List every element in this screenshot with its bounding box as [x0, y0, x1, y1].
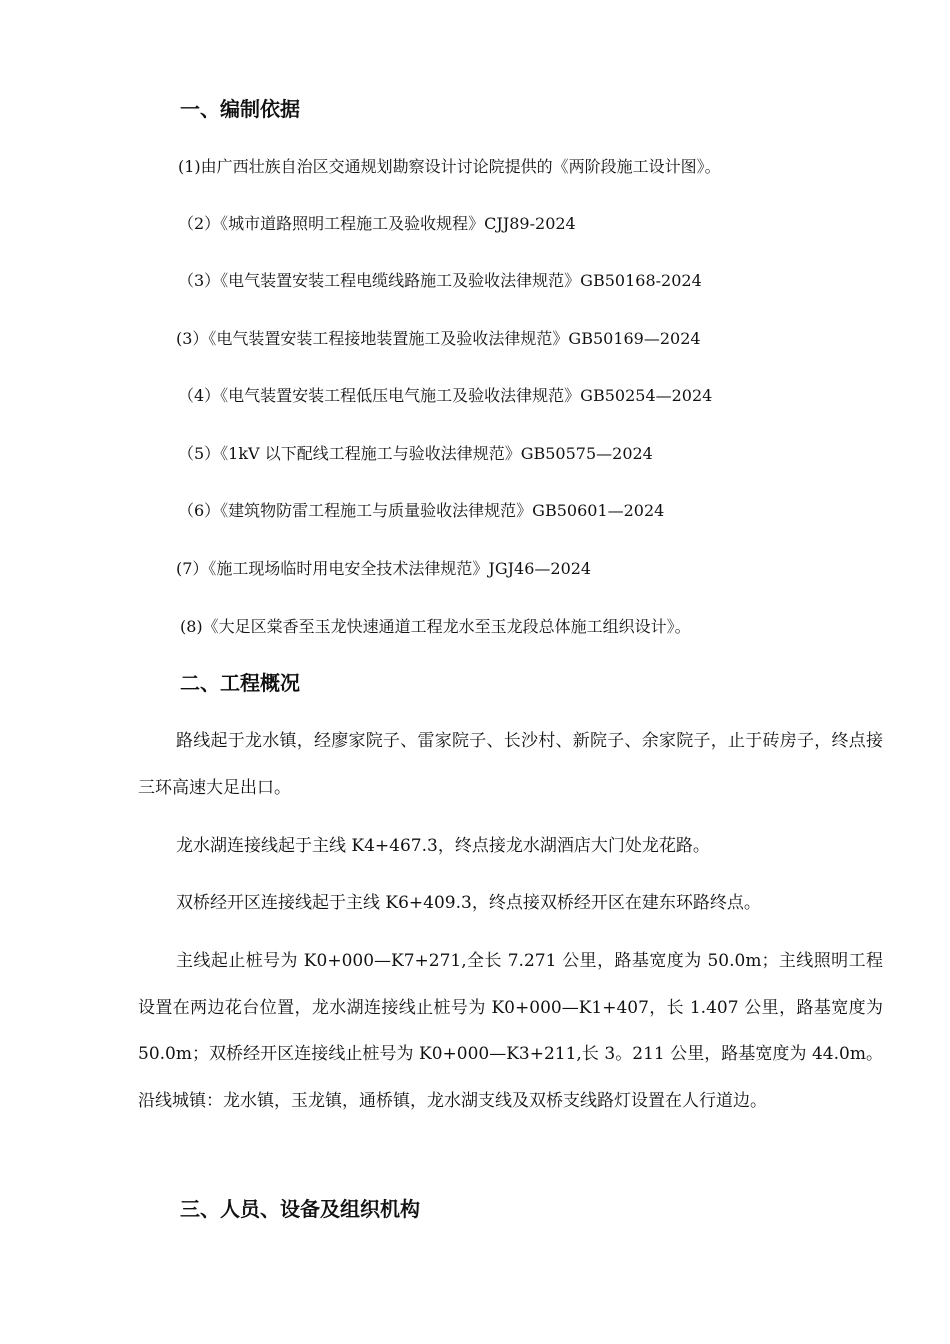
reference-item: （6）《建筑物防雷工程施工与质量验收法律规范》GB50601—2024 [178, 501, 665, 520]
reference-item: (1)由广西壮族自治区交通规划勘察设计讨论院提供的《两阶段施工设计图》。 [178, 157, 721, 176]
reference-item: (8)《大足区棠香至玉龙快速通道工程龙水至玉龙段总体施工组织设计》。 [180, 617, 691, 636]
overview-paragraph-longshuihu: 龙水湖连接线起于主线 K4+467.3，终点接龙水湖酒店大门处龙花路。 [176, 836, 710, 856]
reference-item: (3）《电气装置安装工程接地装置施工及验收法律规范》GB50169—2024 [176, 329, 701, 348]
reference-item: （4）《电气装置安装工程低压电气施工及验收法律规范》GB50254—2024 [178, 386, 713, 405]
reference-item: （5）《1kV 以下配线工程施工与验收法律规范》GB50575—2024 [178, 444, 653, 463]
section-heading-overview: 二、工程概况 [180, 671, 300, 695]
reference-item: (7）《施工现场临时用电安全技术法律规范》JGJ46—2024 [176, 559, 592, 578]
section-heading-personnel: 三、人员、设备及组织机构 [180, 1197, 420, 1221]
reference-item: （3）《电气装置安装工程电缆线路施工及验收法律规范》GB50168-2024 [178, 271, 702, 290]
overview-paragraph-shuangqiao: 双桥经开区连接线起于主线 K6+409.3，终点接双桥经开区在建东环路终点。 [176, 893, 761, 913]
reference-item: （2）《城市道路照明工程施工及验收规程》CJJ89-2024 [178, 214, 576, 233]
overview-paragraph-mainline: 主线起止桩号为 K0+000—K7+271,全长 7.271 公里，路基宽度为 50.0m；主线照明工程设置在两边花台位置，龙水湖连接线止桩号为 K0+000—K1+407，长 1.407 公里，路基宽度为 50.0m；双桥经开区连接线止桩号为 K0+000—K3+211,长 3。211 公里，路基宽度为 44.0m。沿线城镇：龙水镇，玉龙镇，通桥镇，龙水湖支线及双桥支线路灯设置在人行道边。 [138, 951, 883, 1111]
overview-paragraph-route: 路线起于龙水镇，经廖家院子、雷家院子、长沙村、新院子、余家院子，止于砖房子，终点接三环高速大足出口。 [138, 731, 883, 798]
section-heading-basis: 一、编制依据 [180, 97, 300, 121]
